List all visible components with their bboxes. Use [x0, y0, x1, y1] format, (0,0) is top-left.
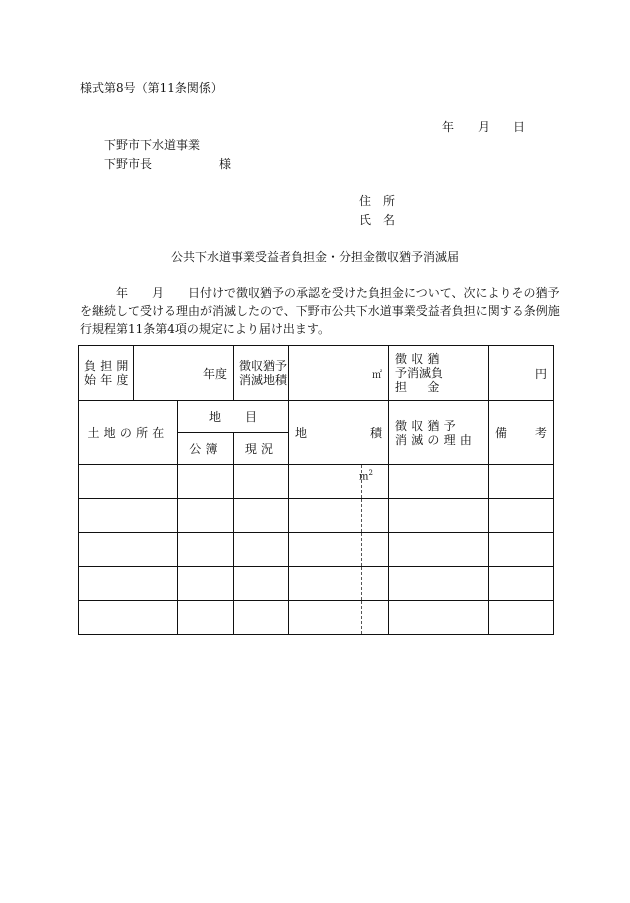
status-cell[interactable]	[234, 465, 289, 499]
reason-cell[interactable]	[389, 499, 489, 533]
addressee-honorific: 様	[219, 157, 232, 171]
location-cell[interactable]	[79, 465, 178, 499]
decimal-divider	[361, 533, 362, 566]
name-label: 氏 名	[359, 213, 396, 227]
start-year-field[interactable]	[134, 346, 234, 401]
decimal-divider	[361, 499, 362, 532]
reason-cell[interactable]	[389, 567, 489, 601]
current-status-header: 現況	[234, 433, 289, 465]
body-line-3: 行規程第11条第4項の規定により届け出ます。	[80, 322, 330, 336]
address-label: 住 所	[359, 194, 396, 208]
status-cell[interactable]	[234, 567, 289, 601]
table-row	[79, 533, 554, 567]
start-year-label: 負担開 始年度	[79, 346, 134, 401]
deferral-area-label: 徴収猶予 消滅地積	[234, 346, 289, 401]
remarks-cell[interactable]	[489, 533, 554, 567]
year-unit: 年度	[203, 366, 228, 381]
addressee-org: 下野市下水道事業	[104, 138, 201, 152]
reason-cell[interactable]	[389, 601, 489, 635]
header-row-1	[79, 401, 554, 433]
reason-cell[interactable]	[389, 465, 489, 499]
remarks-cell[interactable]	[489, 567, 554, 601]
date-year: 年	[442, 120, 455, 134]
area-cell[interactable]	[289, 533, 389, 567]
table-row	[79, 465, 554, 499]
yen-unit: 円	[535, 366, 548, 381]
table-row	[79, 601, 554, 635]
status-cell[interactable]	[234, 533, 289, 567]
area-unit-mark: $m^2$	[359, 469, 373, 483]
deferral-amount-label: 徴収猶 予消滅負 担 金	[389, 346, 489, 401]
area-cell[interactable]	[289, 465, 389, 499]
reason-header: 徴収猶予 消滅の理由	[389, 401, 489, 465]
official-registry-header: 公簿	[178, 433, 234, 465]
land-location-header: 土地の所在	[79, 401, 178, 465]
decimal-divider	[361, 465, 362, 498]
summary-row	[79, 346, 554, 401]
remarks-header: 備 考	[489, 401, 554, 465]
area-unit: ㎡	[372, 369, 383, 381]
remarks-cell[interactable]	[489, 601, 554, 635]
registry-cell[interactable]	[178, 499, 234, 533]
status-cell[interactable]	[234, 601, 289, 635]
reason-cell[interactable]	[389, 533, 489, 567]
body-line-1: 年 月 日付けで徴収猶予の承認を受けた負担金について、次によりその猶予	[116, 286, 560, 300]
area-cell[interactable]	[289, 499, 389, 533]
decimal-divider	[361, 567, 362, 600]
deferral-area-field[interactable]	[289, 346, 389, 401]
status-cell[interactable]	[234, 499, 289, 533]
document-title: 公共下水道事業受益者負担金・分担金徴収猶予消滅届	[171, 250, 460, 264]
table-row	[79, 499, 554, 533]
location-cell[interactable]	[79, 499, 178, 533]
area-cell[interactable]	[289, 601, 389, 635]
area-header: 地 積	[289, 401, 389, 465]
land-category-header: 地 目	[178, 401, 289, 433]
area-cell[interactable]	[289, 567, 389, 601]
location-cell[interactable]	[79, 567, 178, 601]
body-line-2: を継続して受ける理由が消滅したので、下野市公共下水道事業受益者負担に関する条例施	[80, 304, 560, 318]
date-day: 日	[513, 120, 526, 134]
body-text	[80, 284, 560, 338]
date-month: 月	[478, 120, 491, 134]
table-row	[79, 567, 554, 601]
remarks-cell[interactable]	[489, 499, 554, 533]
registry-cell[interactable]	[178, 567, 234, 601]
amount-field[interactable]	[455, 346, 554, 400]
addressee-title: 下野市長	[104, 157, 153, 171]
decimal-divider	[361, 601, 362, 634]
registry-cell[interactable]	[178, 465, 234, 499]
location-cell[interactable]	[79, 533, 178, 567]
registry-cell[interactable]	[178, 601, 234, 635]
registry-cell[interactable]	[178, 533, 234, 567]
remarks-cell[interactable]	[489, 465, 554, 499]
form-number: 様式第8号（第11条関係）	[80, 81, 223, 95]
location-cell[interactable]	[79, 601, 178, 635]
deferral-table	[78, 345, 554, 635]
